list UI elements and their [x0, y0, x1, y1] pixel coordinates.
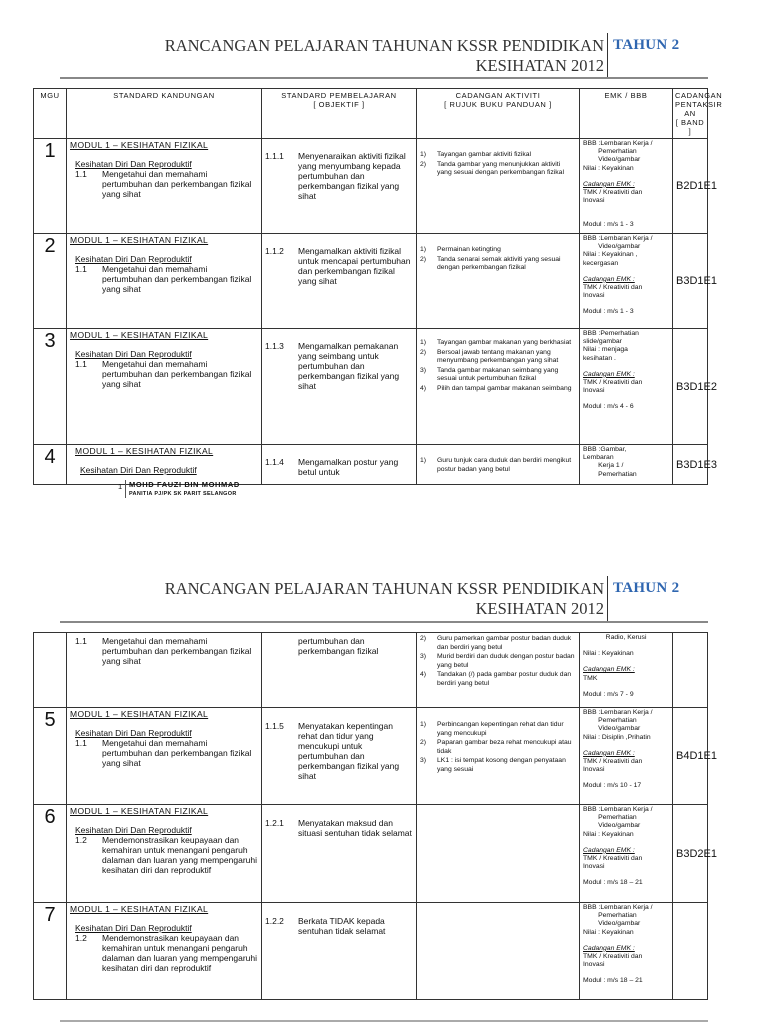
emk-line: Inovasi — [583, 387, 605, 395]
kandungan-subtitle: Kesihatan Diri Dan Reproduktif — [75, 254, 192, 264]
emk-line: Radio, Kerusi — [583, 634, 647, 641]
activity-number: 2) — [420, 255, 427, 263]
tahun-label: TAHUN 2 — [613, 580, 680, 596]
emk-line: TMK / Kreativiti dan — [583, 189, 643, 197]
activity-list — [420, 246, 576, 273]
table-row — [34, 234, 708, 329]
week-number — [34, 633, 67, 708]
emk-line: Cadangan EMK : — [583, 275, 635, 283]
emk-line: Video/gambar — [583, 156, 641, 164]
kandungan-number: 1.2 — [75, 835, 87, 845]
emk-line: Modul : m/s 1 - 3 — [583, 221, 634, 229]
band-cell: B2D1E1 — [673, 139, 708, 234]
emk-line — [583, 839, 669, 847]
kandungan-number: 1.1 — [75, 264, 87, 274]
standard-pembelajaran-cell — [262, 445, 417, 485]
emk-line: Pemerhatian — [583, 717, 637, 725]
kandungan-number: 1.1 — [75, 738, 87, 748]
activity-item — [420, 256, 576, 273]
col-header-mgu: MGU — [34, 89, 67, 139]
emk-line: Video/gambar — [583, 725, 641, 733]
activity-number: 2) — [420, 160, 427, 168]
week-number: 5 — [34, 708, 67, 805]
emk-line: TMK — [583, 674, 598, 682]
emk-line: Cadangan EMK : — [583, 749, 635, 757]
title-line-2: KESIHATAN 2012 — [475, 56, 604, 75]
emk-line: Pemerhatian — [583, 148, 637, 156]
standard-pembelajaran — [265, 721, 413, 781]
sp-number: 1.1.5 — [265, 721, 284, 731]
title-line-1: RANCANGAN PELAJARAN TAHUNAN KSSR PENDIDIKAN — [164, 579, 604, 598]
emk-line: BBB :Lembaran Kerja / — [583, 235, 653, 242]
kandungan-standard — [75, 738, 258, 768]
sp-number: 1.1.1 — [265, 151, 284, 161]
emk-line — [583, 205, 669, 213]
activity-number: 4) — [420, 671, 427, 679]
kandungan-number: 1.2 — [75, 933, 87, 943]
emk-line: Inovasi — [583, 961, 605, 969]
table-row — [34, 445, 708, 485]
standard-kandungan-cell — [67, 903, 262, 1000]
cadangan-aktiviti-cell — [417, 139, 580, 234]
emk-line — [583, 300, 669, 308]
activity-list — [420, 721, 576, 775]
sp-text: Mengamalkan aktiviti fizikal untuk mencapai pertumbuhan dan perkembangan fizikal yang sihat — [298, 246, 411, 286]
emk-bbb-cell — [580, 805, 673, 903]
standard-pembelajaran-cell — [262, 708, 417, 805]
activity-number: 3) — [420, 366, 427, 374]
kandungan-subtitle: Kesihatan Diri Dan Reproduktif — [80, 465, 197, 475]
kandungan-subtitle: Kesihatan Diri Dan Reproduktif — [75, 728, 192, 738]
activity-number: 1) — [420, 457, 427, 464]
activity-text: Permainan ketingting — [437, 246, 501, 253]
emk-line: Nilai : Keyakinan — [583, 830, 634, 838]
kandungan-number: 1.1 — [75, 636, 87, 646]
modul-title: MODUL 1 – KESIHATAN FIZIKAL — [70, 904, 209, 914]
footer-rule — [60, 1020, 708, 1022]
emk-line: Video/gambar — [583, 822, 641, 830]
activity-list — [420, 339, 576, 394]
emk-line: Video/gambar — [583, 243, 641, 251]
activity-number: 1) — [420, 721, 427, 728]
page-title — [140, 579, 604, 619]
activity-list — [420, 457, 576, 474]
standard-pembelajaran — [265, 457, 413, 477]
col-header-emk-bbb: EMK / BBB — [580, 89, 673, 139]
band-cell: B4D1E1 — [673, 708, 708, 805]
activity-list — [420, 635, 576, 689]
emk-bbb-cell — [580, 445, 673, 485]
table-row — [34, 805, 708, 903]
standard-pembelajaran — [265, 246, 413, 286]
standard-pembelajaran-cell — [262, 139, 417, 234]
kandungan-text: Mendemonstrasikan keupayaan dan kemahiran untuk menangani pengaruh dalaman dan luaran yang mempengaruhi kesihatan diri dan reproduktif — [102, 933, 257, 973]
emk-line — [583, 871, 669, 879]
kandungan-number: 1.1 — [75, 359, 87, 369]
emk-line: slide/gambar — [583, 338, 622, 346]
activity-item — [420, 367, 576, 384]
emk-bbb-cell — [580, 633, 673, 708]
emk-line: BBB :Gambar, — [583, 446, 627, 453]
kandungan-subtitle: Kesihatan Diri Dan Reproduktif — [75, 825, 192, 835]
activity-text: Bersoal jawab tentang makanan yang menyumbang perkembangan yang sihat — [437, 348, 559, 365]
activity-number: 1) — [420, 151, 427, 158]
header-rule — [60, 621, 708, 623]
week-number: 6 — [34, 805, 67, 903]
activity-item — [420, 349, 576, 366]
emk-line — [583, 395, 669, 403]
document-page-2 — [0, 560, 768, 1024]
sp-text: Menyatakan maksud dan situasi sentuhan tidak selamat — [298, 818, 412, 838]
emk-line: Inovasi — [583, 766, 605, 774]
kandungan-subtitle: Kesihatan Diri Dan Reproduktif — [75, 349, 192, 359]
emk-line: TMK / Kreativiti dan — [583, 953, 643, 961]
kandungan-text: Mendemonstrasikan keupayaan dan kemahiran untuk menangani pengaruh dalaman dan luaran yang mempengaruhi kesihatan diri dan reproduktif — [102, 835, 257, 875]
emk-line: Modul : m/s 10 - 17 — [583, 782, 642, 790]
emk-line: TMK / Kreativiti dan — [583, 758, 643, 766]
emk-line: BBB :Lembaran Kerja / — [583, 904, 653, 911]
emk-line: Cadangan EMK : — [583, 666, 635, 674]
standard-pembelajaran-cell — [262, 903, 417, 1000]
activity-text: Tayangan gambar makanan yang berkhasiat — [437, 339, 572, 346]
band-cell: B3D1E1 — [673, 234, 708, 329]
sp-number: 1.1.3 — [265, 341, 284, 351]
activity-item — [420, 161, 576, 178]
kandungan-standard — [75, 636, 258, 666]
modul-title: MODUL 1 – KESIHATAN FIZIKAL — [70, 709, 209, 719]
cadangan-aktiviti-cell — [417, 234, 580, 329]
emk-line — [583, 969, 669, 977]
activity-text: Tayangan gambar aktiviti fizikal — [437, 151, 532, 158]
emk-bbb-cell — [580, 329, 673, 445]
title-line-2: KESIHATAN 2012 — [475, 599, 604, 618]
col-header-cadangan-aktiviti: CADANGAN AKTIVITI [ RUJUK BUKU PANDUAN ] — [417, 89, 580, 139]
emk-line: Modul : m/s 4 - 6 — [583, 403, 634, 411]
activity-number: 1) — [420, 246, 427, 253]
modul-title: MODUL 1 – KESIHATAN FIZIKAL — [70, 140, 209, 150]
standard-pembelajaran-cell — [262, 805, 417, 903]
sp-text: Mengamalkan postur yang betul untuk — [298, 457, 399, 477]
band-cell — [673, 903, 708, 1000]
sp-text: Menyenaraikan aktiviti fizikal yang menyumbang kepada pertumbuhan dan perkembangan fizikal yang sihat — [298, 151, 406, 201]
page-number: 1 — [118, 482, 123, 491]
activity-item — [420, 339, 576, 348]
emk-bbb-cell — [580, 708, 673, 805]
cadangan-aktiviti-cell — [417, 445, 580, 485]
emk-bbb-cell — [580, 903, 673, 1000]
emk-line — [583, 742, 669, 750]
activity-item — [420, 671, 576, 688]
emk-line: Inovasi — [583, 292, 605, 300]
week-number: 3 — [34, 329, 67, 445]
activity-list — [420, 151, 576, 178]
emk-line: Nilai : Keyakinan — [583, 650, 634, 658]
activity-number: 3) — [420, 653, 427, 661]
cadangan-aktiviti-cell — [417, 329, 580, 445]
emk-bbb-cell — [580, 234, 673, 329]
activity-number: 3) — [420, 757, 427, 765]
emk-line: Pemerhatian — [583, 470, 637, 478]
standard-kandungan-cell — [67, 633, 262, 708]
band-cell: B3D2E1 — [673, 805, 708, 903]
sp-number: 1.2.1 — [265, 818, 284, 828]
activity-item — [420, 457, 576, 474]
standard-kandungan-cell — [67, 139, 262, 234]
cadangan-aktiviti-cell — [417, 903, 580, 1000]
activity-text: LK1 : isi tempat kosong dengan penyataan yang sesuai — [437, 757, 566, 773]
emk-line: Cadangan EMK : — [583, 370, 635, 378]
header-divider — [607, 576, 608, 621]
week-number: 2 — [34, 234, 67, 329]
emk-line: Modul : m/s 18 – 21 — [583, 879, 643, 887]
standard-kandungan-cell — [67, 708, 262, 805]
emk-line — [583, 658, 669, 666]
emk-line — [583, 268, 669, 276]
emk-line — [583, 363, 669, 371]
emk-line — [583, 774, 669, 782]
emk-line: Kerja 1 / — [583, 462, 624, 470]
table-row — [34, 139, 708, 234]
modul-title: MODUL 1 – KESIHATAN FIZIKAL — [70, 330, 209, 340]
header-rule — [60, 77, 708, 79]
emk-line — [583, 642, 669, 650]
lesson-plan-table-continued — [33, 632, 717, 1000]
kandungan-standard — [75, 359, 258, 389]
tahun-label: TAHUN 2 — [613, 37, 680, 53]
document-page-1 — [0, 0, 768, 510]
lesson-plan-table — [33, 88, 723, 485]
activity-item — [420, 385, 576, 394]
table-row — [34, 708, 708, 805]
week-number: 4 — [34, 445, 67, 485]
emk-line: TMK / Kreativiti dan — [583, 379, 643, 387]
emk-line: Nilai : menjaga — [583, 346, 628, 354]
page-title — [140, 36, 604, 76]
table-row — [34, 329, 708, 445]
emk-line: Modul : m/s 1 - 3 — [583, 308, 634, 316]
activity-item — [420, 721, 576, 738]
emk-line: BBB :Lembaran Kerja / — [583, 140, 653, 147]
activity-number: 1) — [420, 339, 427, 346]
col-header-pentaksiran: CADANGAN PENTAKSIR AN [ BAND ] — [673, 89, 708, 139]
modul-title: MODUL 1 – KESIHATAN FIZIKAL — [70, 806, 209, 816]
emk-line: Modul : m/s 7 - 9 — [583, 690, 634, 698]
activity-item — [420, 635, 576, 652]
emk-line: Lembaran — [583, 454, 614, 462]
activity-text: Murid berdiri dan duduk dengan postur badan yang betul — [437, 653, 575, 669]
band-cell: B3D1E3 — [673, 445, 708, 485]
activity-text: Tanda gambar makanan seimbang yang sesuai untuk pertumbuhan fizikal — [437, 366, 559, 383]
emk-line: Cadangan EMK : — [583, 944, 635, 952]
emk-line: BBB :Lembaran Kerja / — [583, 709, 653, 716]
week-number: 1 — [34, 139, 67, 234]
emk-line: BBB :Lembaran Kerja / — [583, 806, 653, 813]
standard-pembelajaran — [265, 151, 413, 201]
activity-text: Tandakan (/) pada gambar postur duduk dan berdiri yang betul — [437, 671, 572, 687]
kandungan-standard — [75, 835, 258, 875]
activity-number: 4) — [420, 384, 427, 392]
kandungan-standard — [75, 169, 258, 199]
kandungan-text: Mengetahui dan memahami pertumbuhan dan perkembangan fizikal yang sihat — [102, 264, 252, 294]
emk-line: TMK / Kreativiti dan — [583, 855, 643, 863]
emk-line: kecergasan — [583, 259, 619, 267]
sp-text: Berkata TIDAK kepada sentuhan tidak selamat — [298, 916, 386, 936]
emk-line: BBB :Pemerhatian — [583, 330, 639, 337]
sp-number: 1.2.2 — [265, 916, 284, 926]
emk-line: TMK / Kreativiti dan — [583, 284, 643, 292]
standard-pembelajaran — [265, 341, 413, 391]
emk-line — [583, 683, 669, 691]
activity-text: Paparan gambar beza rehat mencukupi atau tidak — [437, 739, 572, 755]
emk-line: kesihatan . — [583, 354, 616, 362]
standard-pembelajaran-cell — [262, 633, 417, 708]
emk-line: Pemerhatian — [583, 912, 637, 920]
emk-line: Pemerhatian — [583, 814, 637, 822]
standard-kandungan-cell — [67, 329, 262, 445]
activity-number: 2) — [420, 739, 427, 747]
emk-line — [583, 937, 669, 945]
activity-item — [420, 246, 576, 255]
activity-text: Perbincangan kepentingan rehat dan tidur yang mencukupi — [437, 721, 564, 737]
kandungan-subtitle: Kesihatan Diri Dan Reproduktif — [75, 923, 192, 933]
kandungan-subtitle: Kesihatan Diri Dan Reproduktif — [75, 159, 192, 169]
standard-pembelajaran — [265, 916, 413, 936]
sp-number: 1.1.4 — [265, 457, 284, 467]
emk-line: Cadangan EMK : — [583, 846, 635, 854]
activity-text: Tanda senarai semak aktiviti yang sesuai dengan perkembangan fizikal — [437, 255, 561, 272]
table-row — [34, 903, 708, 1000]
title-line-1: RANCANGAN PELAJARAN TAHUNAN KSSR PENDIDIKAN — [164, 36, 604, 55]
standard-pembelajaran-cell — [262, 329, 417, 445]
standard-pembelajaran — [265, 818, 413, 838]
activity-text: Guru tunjuk cara duduk dan berdiri mengikut postur badan yang betul — [437, 457, 572, 473]
emk-line: Nilai : Keyakinan — [583, 928, 634, 936]
band-cell: B3D1E2 — [673, 329, 708, 445]
activity-text: Pilih dan tampal gambar makanan seimbang — [437, 384, 572, 392]
activity-item — [420, 151, 576, 160]
sp-number: 1.1.2 — [265, 246, 284, 256]
emk-line: Video/gambar — [583, 920, 641, 928]
cadangan-aktiviti-cell — [417, 708, 580, 805]
emk-line: Inovasi — [583, 863, 605, 871]
kandungan-standard — [75, 933, 258, 973]
kandungan-text: Mengetahui dan memahami pertumbuhan dan perkembangan fizikal yang sihat — [102, 738, 252, 768]
activity-text: Tanda gambar yang menunjukkan aktiviti yang sesuai dengan perkembangan fizikal — [437, 160, 564, 177]
cadangan-aktiviti-cell — [417, 633, 580, 708]
standard-pembelajaran-cell — [262, 234, 417, 329]
emk-line: Nilai : Keyakinan , — [583, 251, 638, 259]
col-header-standard-kandungan: STANDARD KANDUNGAN — [67, 89, 262, 139]
band-cell — [673, 633, 708, 708]
modul-title: MODUL 1 – KESIHATAN FIZIKAL — [70, 235, 209, 245]
emk-line — [583, 213, 669, 221]
kandungan-text: Mengetahui dan memahami pertumbuhan dan perkembangan fizikal yang sihat — [102, 636, 252, 666]
table-header-row — [34, 89, 708, 139]
col-header-standard-pembelajaran: STANDARD PEMBELAJARAN [ OBJEKTIF ] — [262, 89, 417, 139]
modul-title: MODUL 1 – KESIHATAN FIZIKAL — [75, 446, 214, 456]
emk-line: Modul : m/s 18 – 21 — [583, 977, 643, 985]
emk-line: Inovasi — [583, 197, 605, 205]
emk-bbb-cell — [580, 139, 673, 234]
activity-text: Guru pamerkan gambar postur badan duduk dan berdiri yang betul — [437, 635, 572, 651]
footer-divider — [125, 480, 126, 498]
standard-kandungan-cell — [67, 445, 262, 485]
kandungan-number: 1.1 — [75, 169, 87, 179]
sp-text: pertumbuhan dan perkembangan fizikal — [298, 636, 379, 656]
emk-line — [583, 173, 669, 181]
footer-author: MOHD FAUZI BIN MOHMAD — [129, 480, 240, 489]
emk-line: Nilai : Keyakinan — [583, 164, 634, 172]
emk-line: Cadangan EMK : — [583, 180, 635, 188]
standard-kandungan-cell — [67, 805, 262, 903]
table-row-continued — [34, 633, 708, 708]
kandungan-text: Mengetahui dan memahami pertumbuhan dan perkembangan fizikal yang sihat — [102, 169, 252, 199]
activity-item — [420, 739, 576, 756]
activity-item — [420, 653, 576, 670]
cadangan-aktiviti-cell — [417, 805, 580, 903]
header-divider — [607, 33, 608, 77]
emk-line: Nilai : Disiplin ,Prihatin — [583, 733, 651, 741]
footer-panitia: PANITIA PJ/PK SK PARIT SELANGOR — [129, 491, 237, 497]
kandungan-standard — [75, 264, 258, 294]
standard-kandungan-cell — [67, 234, 262, 329]
activity-number: 2) — [420, 348, 427, 356]
sp-text: Mengamalkan pemakanan yang seimbang untuk pertumbuhan dan perkembangan fizikal yang sihat — [298, 341, 400, 391]
sp-text: Menyatakan kepentingan rehat dan tidur yang mencukupi untuk pertumbuhan dan perkembangan fizikal yang sihat — [298, 721, 400, 781]
kandungan-text: Mengetahui dan memahami pertumbuhan dan perkembangan fizikal yang sihat — [102, 359, 252, 389]
activity-item — [420, 757, 576, 774]
week-number: 7 — [34, 903, 67, 1000]
activity-number: 2) — [420, 635, 427, 642]
